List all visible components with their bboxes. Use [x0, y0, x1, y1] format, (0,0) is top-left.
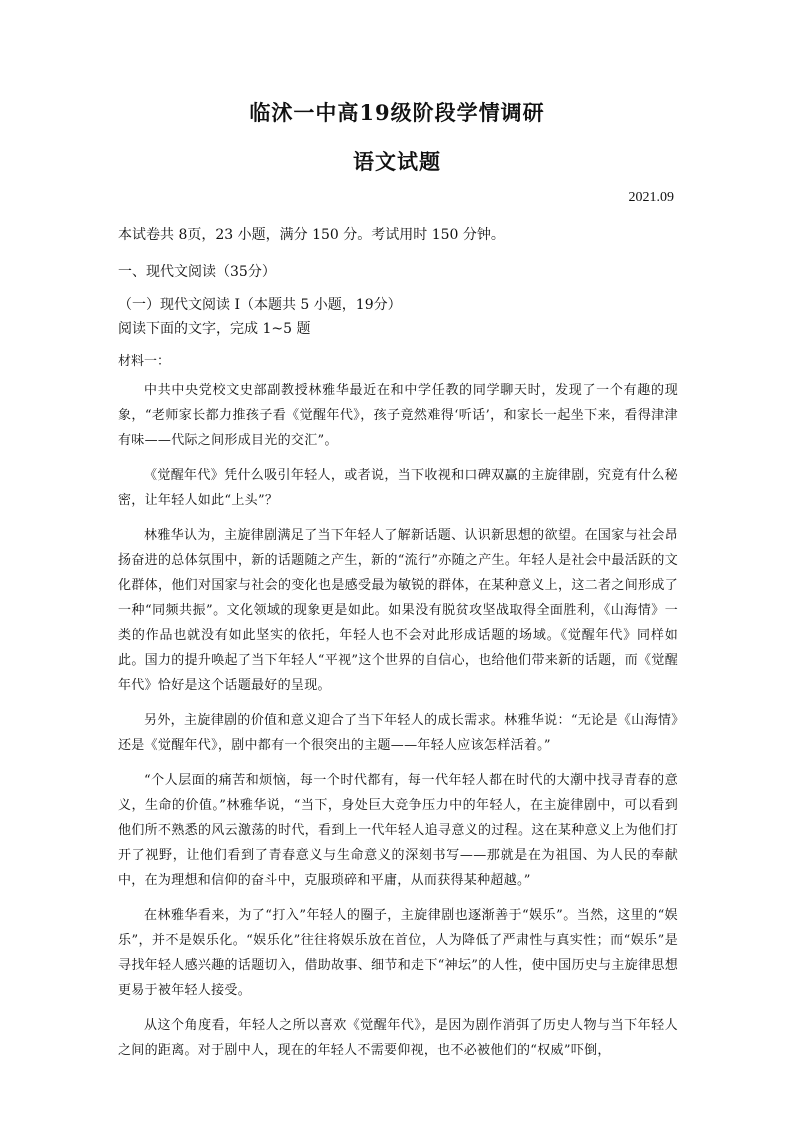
passage-paragraph: 从这个角度看，年轻人之所以喜欢《觉醒年代》，是因为剧作消弭了历史人物与当下年轻人之间的距离。对于剧中人，现在的年轻人不需要仰视，也不必被他们的“权威”吓倒， — [118, 1018, 678, 1058]
reading-direction: 阅读下面的文字，完成 1~5 题 — [118, 321, 311, 337]
passage-paragraph: 《觉醒年代》凭什么吸引年轻人，或者说，当下收视和口碑双赢的主旋律剧，究竟有什么秘密，让年轻人如此“上头”？ — [118, 468, 678, 508]
passage-paragraph: 中共中央党校文史部副教授林雅华最近在和中学任教的同学聊天时，发现了一个有趣的现象，“老师家长都力推孩子看《觉醒年代》，孩子竟然难得‘听话’，和家长一起坐下来，看得津津有味——代际之间形成目光的交汇”。 — [118, 383, 678, 448]
exam-instructions: 本试卷共 8页，23 小题，满分 150 分。考试用时 150 分钟。 — [118, 227, 505, 243]
subsection-heading: （一）现代文阅读 I（本题共 5 小题，19分） — [118, 297, 402, 313]
material-label: 材料一： — [118, 354, 171, 369]
section-heading: 一、现代文阅读（35分） — [118, 264, 276, 280]
passage-paragraph: 林雅华认为，主旋律剧满足了当下年轻人了解新话题、认识新思想的欲望。在国家与社会昂扬奋进的总体氛围中，新的话题随之产生，新的“流行”亦随之产生。年轻人是社会中最活跃的文化群体，他们对国家与社会的变化也是感受最为敏锐的群体，在某种意义上，这二者之间形成了一种“同频共振”。文化领域的现象更是如此。如果没有脱贫攻坚战取得全面胜利，《山海情》一类的作品也就没有如此坚实的依托，年轻人也不会对此形成话题的场域。《觉醒年代》同样如此。国力的提升唤起了当下年轻人“平视”这个世界的自信心，也给他们带来新的话题，而《觉醒年代》恰好是这个话题最好的呈现。 — [118, 528, 678, 693]
exam-date: 2021.09 — [628, 190, 674, 205]
exam-subtitle: 语文试题 — [353, 149, 441, 174]
passage-paragraph: 在林雅华看来，为了“打入”年轻人的圈子，主旋律剧也逐渐善于“娱乐”。当然，这里的“娱乐”，并不是娱乐化。“娱乐化”往往将娱乐放在首位，人为降低了严肃性与真实性；而“娱乐”是寻找年轻人感兴趣的话题切入，借助故事、细节和走下“神坛”的人性，使中国历史与主旋律思想更易于被年轻人接受。 — [118, 908, 678, 998]
exam-title: 临沭一中高19级阶段学情调研 — [249, 100, 545, 125]
passage-paragraph: “个人层面的痛苦和烦恼，每一个时代都有，每一代年轻人都在时代的大潮中找寻青春的意义，生命的价值。”林雅华说，“当下，身处巨大竞争压力中的年轻人，在主旋律剧中，可以看到他们所不熟悉的风云激荡的时代，看到上一代年轻人追寻意义的过程。这在某种意义上为他们打开了视野，让他们看到了青春意义与生命意义的深刻书写——那就是在为祖国、为人民的奉献中，在为理想和信仰的奋斗中，克服琐碎和平庸，从而获得某种超越。” — [118, 773, 678, 888]
reading-passage — [118, 378, 678, 1073]
passage-paragraph: 另外，主旋律剧的价值和意义迎合了当下年轻人的成长需求。林雅华说：“无论是《山海情》还是《觉醒年代》，剧中都有一个很突出的主题——年轻人应该怎样活着。” — [118, 713, 678, 753]
